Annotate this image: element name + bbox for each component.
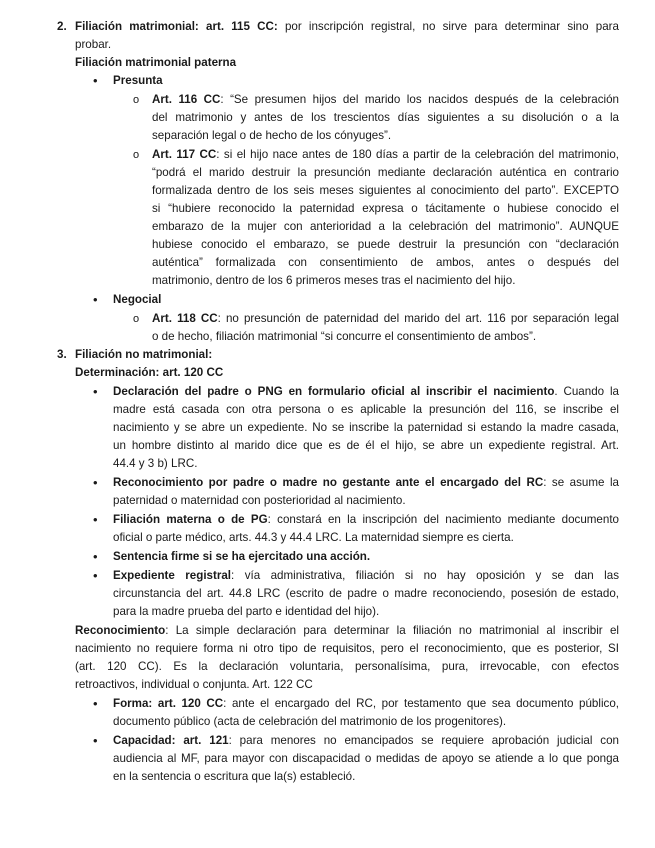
art116-line-3: separación legal o de hecho de los cónyuges”. [152, 129, 392, 142]
art117-line-1: Art. 117 CC: si el hijo nace antes de 180 días a partir de la celebración del matrimonio, [152, 148, 620, 161]
bullet-negocial: • [93, 292, 98, 307]
section-3-number: 3. [57, 348, 67, 361]
declaracion-line-1: Declaración del padre o PNG en formulario oficial al inscribir el nacimiento. Cuando la [113, 385, 619, 398]
section-2-line-1: Filiación matrimonial: art. 115 CC: por inscripción registral, no sirve para determinar sino para [75, 20, 619, 33]
art117-line-7: auténtica” formalizada con consentimiento de ambos, antes o después del [152, 256, 619, 269]
art117-line-5: embarazo de la mujer con anterioridad a la celebración del matrimonio”. AUNQUE [152, 220, 619, 233]
filiacion-materna-line-2: oficial o parte médico, arts. 44.3 y 44.4 LRC. La maternidad siempre es cierta. [113, 531, 514, 544]
reconocimiento-line-1: Reconocimiento: La simple declaración para determinar la filiación no matrimonial al inscribir el [75, 624, 619, 637]
bullet-forma: • [93, 696, 98, 711]
art118-line-2: o de hecho, filiación matrimonial “si concurre el consentimiento de ambos”. [152, 330, 537, 343]
sentencia-line: Sentencia firme si se ha ejercitado una acción. [113, 550, 371, 563]
art118-line-1: Art. 118 CC: no presunción de paternidad del marido del art. 116 por separación legal [152, 312, 620, 325]
forma-line-2: documento público (acta de celebración del matrimonio de los progenitores). [113, 715, 507, 728]
bullet-reconocimiento-padre: • [93, 475, 98, 490]
declaracion-line-3: nacimiento y se abre un expediente. No se inscribe la paternidad si estando la madre casada, [113, 421, 619, 434]
capacidad-line-2: audiencia al MF, para mayor con discapacidad o medidas de apoyo se atiende a lo que ponga [113, 752, 619, 765]
bullet-capacidad: • [93, 733, 98, 748]
determinacion-heading: Determinación: art. 120 CC [75, 366, 224, 379]
declaracion-line-5: 44.4 y 3 b) LRC. [113, 457, 198, 470]
paterna-heading: Filiación matrimonial paterna [75, 56, 237, 69]
reconocimiento-line-2: nacimiento no requiere forma ni otro tipo de requisitos, pero el reconocimiento, que es posterior, SI [75, 642, 619, 655]
art117-line-6: hubiese conocido el embarazo, se puede destruir la presunción con “declaración [152, 238, 619, 251]
reconocimiento-line-4: retroactivos, individual o conjunta. Art. 122 CC [75, 678, 313, 691]
bullet-expediente: • [93, 568, 98, 583]
reconocimiento-line-3: (art. 120 CC). Es la declaración voluntaria, personalísima, pura, irrevocable, con efectos [75, 660, 619, 673]
art116-line-1: Art. 116 CC: “Se presumen hijos del marido los nacidos después de la celebración [152, 93, 619, 106]
expediente-line-1: Expediente registral: vía administrativa, filiación si no hay oposición y se dan las [113, 569, 620, 582]
bullet-presunta: • [93, 73, 98, 88]
declaracion-line-4: un hombre distinto al marido dice que es de él el hijo, se abre un expediente registral. Art. [113, 439, 619, 452]
capacidad-line-1: Capacidad: art. 121: para menores no emancipados se requiere aprobación judicial con [113, 734, 619, 747]
capacidad-line-3: en la sentencia o escritura que la(s) estableció. [113, 770, 356, 783]
reconocimiento-padre-line-1: Reconocimiento por padre o madre no gestante ante el encargado del RC: se asume la [113, 476, 619, 489]
expediente-line-2: circunstancia del art. 44.8 LRC (escrito de padre o madre reconociendo, posesión de estado, [113, 587, 619, 600]
filiacion-materna-line-1: Filiación materna o de PG: constará en la inscripción del nacimiento mediante documento [113, 513, 619, 526]
negocial-label: Negocial [113, 293, 162, 306]
bullet-sentencia: • [93, 549, 98, 564]
reconocimiento-padre-line-2: paternidad o maternidad con posterioridad al nacimiento. [113, 494, 406, 507]
expediente-line-3: para la madre prueba del parto e identidad del hijo). [113, 605, 380, 618]
section-2-number: 2. [57, 20, 67, 33]
art117-line-8: matrimonio, dentro de los 6 primeros meses tras el nacimiento del hijo. [152, 274, 516, 287]
section-2-line-2: probar. [75, 38, 112, 51]
sub-bullet-art116: o [133, 94, 140, 106]
section-3-title: Filiación no matrimonial: [75, 348, 213, 361]
art117-line-3: formalizada dentro de los seis meses siguientes al conocimiento del parto”. EXCEPTO [152, 184, 619, 197]
section-2-title: Filiación matrimonial: art. 115 CC: [75, 20, 278, 33]
art117-line-2: “podrá el marido destruir la presunción mediante declaración auténtica en contrario [152, 166, 619, 179]
declaracion-line-2: madre está casada con otra persona o es aplicable la presunción del 116, se inscribe el [113, 403, 619, 416]
sub-bullet-art117: o [133, 149, 140, 161]
bullet-filiacion-materna: • [93, 512, 98, 527]
sub-bullet-art118: o [133, 313, 140, 325]
art116-line-2: del matrimonio y antes de los trescientos días siguientes a su disolución o a la [152, 111, 619, 124]
art117-line-4: si “hubiere reconocido la paternidad expresa o tácitamente o hubiese conocido el [152, 202, 619, 215]
forma-line-1: Forma: art. 120 CC: ante el encargado del RC, por testamento que sea documento público, [113, 697, 619, 710]
presunta-label: Presunta [113, 74, 163, 87]
bullet-declaracion: • [93, 384, 98, 399]
